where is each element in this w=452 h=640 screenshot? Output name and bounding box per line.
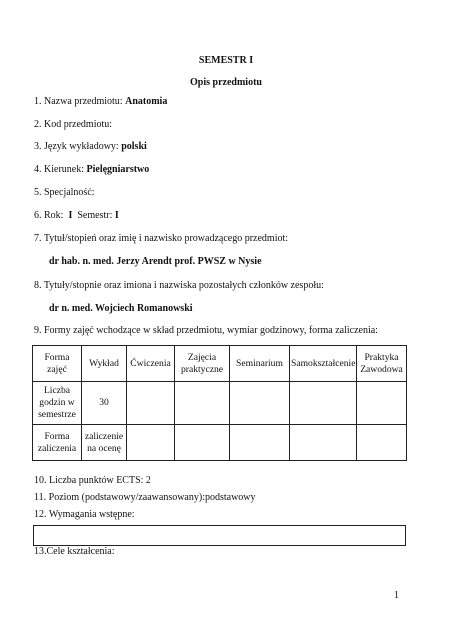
subtitle-heading: Opis przedmiotu — [190, 77, 262, 88]
field-3 — [34, 141, 147, 152]
table-cell: 30 — [82, 382, 127, 425]
class-forms-table — [32, 345, 407, 461]
field-8-value: dr n. med. Wojciech Romanowski — [49, 303, 193, 314]
table-cell — [230, 425, 290, 461]
semester-heading: SEMESTR I — [198, 55, 254, 66]
table-cell — [357, 382, 407, 425]
field-1 — [34, 96, 167, 107]
table-header-cell: Forma zajęć — [33, 346, 82, 382]
table-cell — [357, 425, 407, 461]
table-row — [33, 425, 407, 461]
table-cell — [175, 425, 230, 461]
field-4-label: 4. Kierunek: — [34, 164, 87, 175]
table-header-cell: Samokształcenie — [290, 346, 357, 382]
table-cell — [230, 382, 290, 425]
field-4-value: Pielęgniarstwo — [86, 164, 150, 175]
table-row — [33, 382, 407, 425]
table-cell — [127, 425, 175, 461]
field-5: 5. Specjalność: — [34, 187, 95, 198]
field-7-value: dr hab. n. med. Jerzy Arendt prof. PWSZ w Nysie — [49, 256, 262, 267]
field-6-label: 6. Rok: — [34, 210, 69, 221]
table-header-cell: Praktyka Zawodowa — [357, 346, 407, 382]
field-10: 10. Liczba punktów ECTS: 2 — [34, 475, 151, 486]
field-13: 13.Cele kształcenia: — [34, 546, 115, 557]
field-6 — [34, 210, 119, 221]
table-cell — [290, 425, 357, 461]
field-12: 12. Wymagania wstępne: — [34, 509, 135, 520]
field-6-semester: I — [114, 210, 119, 221]
table-cell: Forma zaliczenia — [33, 425, 82, 461]
field-2: 2. Kod przedmiotu: — [34, 119, 113, 130]
field-8: 8. Tytuły/stopnie oraz imiona i nazwiska pozostałych członków zespołu: — [34, 280, 324, 291]
prerequisites-box — [33, 525, 406, 546]
field-3-value: polski — [121, 141, 147, 152]
field-7: 7. Tytuł/stopień oraz imię i nazwisko prowadzącego przedmiot: — [34, 233, 289, 244]
table-cell — [290, 382, 357, 425]
table-cell: zaliczenie na ocenę — [82, 425, 127, 461]
field-6-year: I — [68, 210, 73, 221]
field-4 — [34, 164, 149, 175]
table-header-cell: Wykład — [82, 346, 127, 382]
table-header-row — [33, 346, 407, 382]
field-6-semester-label: Semestr: — [72, 210, 115, 221]
field-3-label: 3. Język wykładowy: — [34, 141, 122, 152]
field-9: 9. Formy zajęć wchodzące w skład przedmiotu, wymiar godzinowy, forma zaliczenia: — [34, 325, 378, 336]
table-cell — [175, 382, 230, 425]
page-number: 1 — [394, 590, 399, 601]
table-cell: Liczba godzin w semestrze — [33, 382, 82, 425]
table-header-cell: Zajęcia praktyczne — [175, 346, 230, 382]
field-1-value: Anatomia — [125, 96, 168, 107]
table-header-cell: Seminarium — [230, 346, 290, 382]
field-1-label: 1. Nazwa przedmiotu: — [34, 96, 126, 107]
table-cell — [127, 382, 175, 425]
field-11: 11. Poziom (podstawowy/zaawansowany):podstawowy — [34, 492, 256, 503]
table-header-cell: Ćwiczenia — [127, 346, 175, 382]
